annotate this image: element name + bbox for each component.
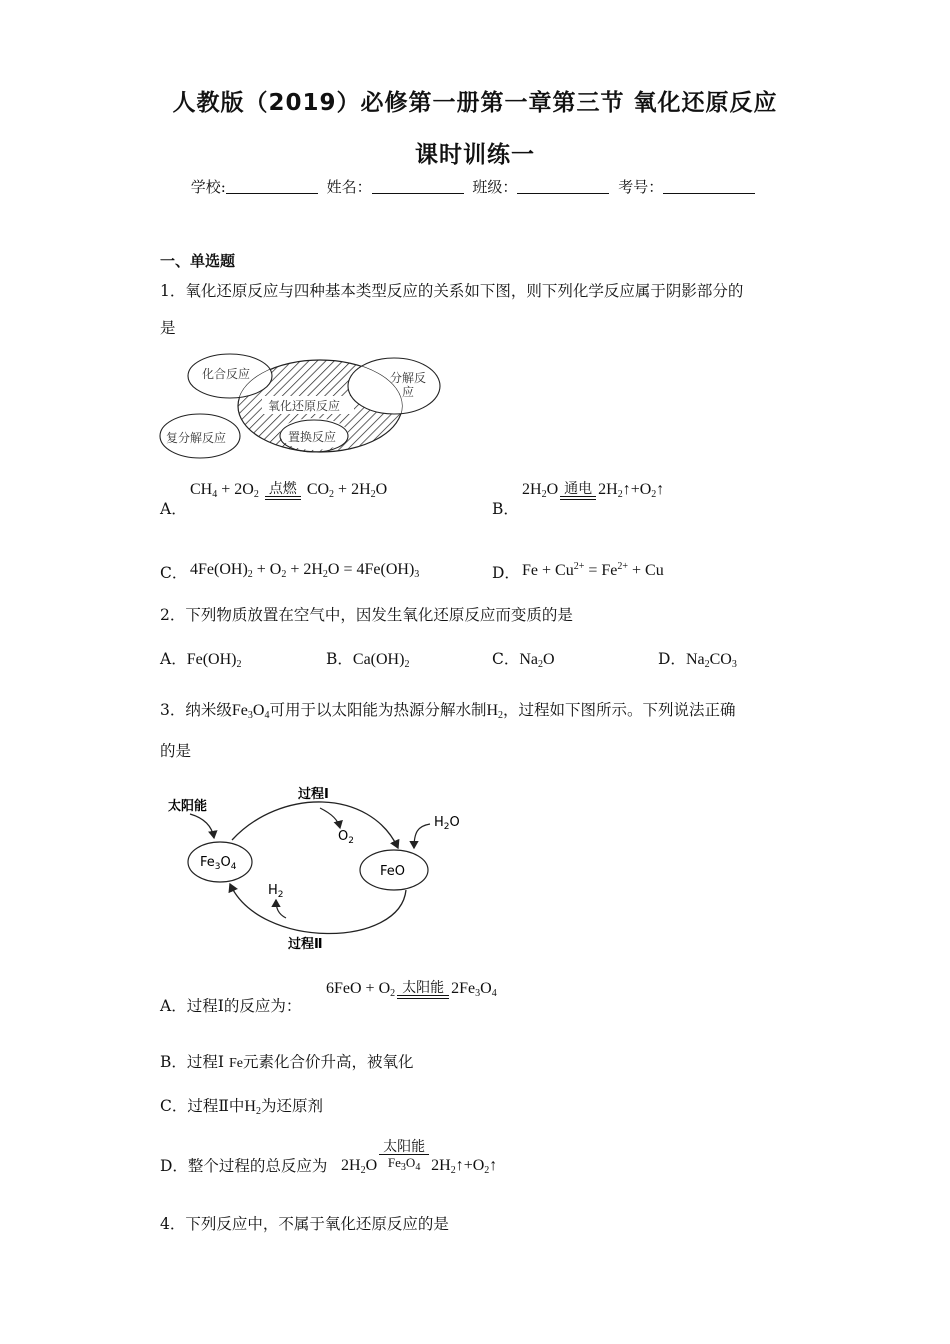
condition-solar: 太阳能 — [383, 1139, 426, 1155]
school-label: 学校: — [190, 178, 226, 196]
option-a-label: A． — [160, 500, 187, 518]
option-b-label: B． — [326, 650, 353, 668]
q3-option-b[interactable] — [160, 1052, 413, 1074]
q2-stem: 2．下列物质放置在空气中，因发生氧化还原反应而变质的是 — [160, 606, 573, 624]
condition-solar: 太阳能 — [402, 980, 445, 996]
q1-option-b-equation: $2H_2O$ 通电 $2H_2↑+O_2↑$ — [522, 481, 665, 500]
option-a-text: A．过程Ⅰ的反应为： — [160, 997, 302, 1015]
q3-stem-part1: 3．纳米级 — [160, 701, 232, 719]
page-title: 人教版（2019）必修第一册第一章第三节 氧化还原反应 — [172, 90, 778, 116]
process1-label: 过程Ⅰ — [298, 787, 329, 802]
q3-option-a[interactable] — [160, 996, 301, 1016]
h2-arrow — [276, 900, 286, 918]
q3-cycle-diagram — [160, 778, 480, 954]
q3-option-d-equation: $2H_2O$ 太阳能 $Fe_3O_4$ $2H_2↑+O_2↑$ — [341, 1139, 498, 1176]
process1-arrow — [232, 802, 398, 848]
condition-ignite: 点燃 — [268, 481, 297, 497]
q2-option-c[interactable]: C．$Na_2O$ — [492, 650, 555, 670]
process2-label: 过程Ⅱ — [288, 937, 323, 952]
q3-stem-cont: 的是 — [160, 742, 192, 760]
double-decomposition-label: 复分解反应 — [166, 431, 227, 445]
decomposition-label-2: 应 — [402, 385, 415, 399]
option-c-label: C． — [160, 564, 188, 582]
solar-label: 太阳能 — [168, 799, 208, 814]
h2o-arrow — [414, 824, 430, 848]
q1-option-b[interactable] — [492, 499, 519, 519]
q1-option-c[interactable] — [160, 563, 187, 583]
solar-arrow — [190, 814, 214, 838]
q1-stem-cont: 是 — [160, 319, 176, 337]
q1-option-a[interactable] — [160, 499, 187, 519]
displacement-label: 置换反应 — [288, 430, 337, 444]
fe3o4-label: $Fe_3O_4$ — [200, 855, 237, 872]
option-a-label: A． — [160, 650, 187, 668]
section-title: 一、单选题 — [160, 252, 236, 270]
redox-label: 氧化还原反应 — [268, 399, 341, 413]
option-b-label: B． — [492, 500, 519, 518]
option-d-label: D． — [492, 564, 520, 582]
option-c-text-1: C．过程Ⅱ中 — [160, 1097, 245, 1115]
q3-option-c[interactable]: C．过程Ⅱ中$H_2$为还原剂 — [160, 1097, 323, 1117]
option-b-fe: Fe — [228, 1056, 243, 1071]
student-info-line — [0, 176, 950, 197]
option-b-text-2: 元素化合价升高，被氧化 — [242, 1053, 414, 1071]
decomposition-label-1: 分解反 — [390, 371, 427, 385]
school-field — [226, 179, 318, 194]
process2-arrow — [230, 884, 406, 934]
feo-label: FeO — [380, 864, 405, 879]
combination-label: 化合反应 — [202, 367, 251, 381]
q1-option-c-equation: $4Fe(OH)_2 + O_2 + 2H_2O = 4Fe(OH)_3$ — [190, 561, 420, 580]
name-label: 姓名： — [326, 178, 372, 196]
h2-label: $H_2$ — [268, 883, 284, 900]
number-field — [663, 179, 755, 194]
q2-option-a[interactable]: A．$Fe(OH)_2$ — [160, 650, 242, 670]
page-subtitle: 课时训练一 — [415, 142, 535, 168]
name-field — [372, 179, 464, 194]
q3-stem-part3: ，过程如下图所示。下列说法正确 — [503, 701, 736, 719]
q3-stem-part2: 可用于以太阳能为热源分解水制 — [269, 701, 487, 719]
option-b-text-1: B．过程Ⅰ — [160, 1053, 225, 1071]
q3-stem: 3．纳米级$Fe_3O_4$可用于以太阳能为热源分解水制$H_2$，过程如下图所示。下列说法正确 — [160, 701, 736, 721]
option-d-label: D． — [658, 650, 686, 668]
class-field — [517, 179, 609, 194]
q3-option-d[interactable] — [160, 1156, 327, 1176]
option-c-label: C． — [492, 650, 520, 668]
option-d-text: D．整个过程的总反应为 — [160, 1157, 328, 1175]
q2-option-d[interactable]: D．$Na_2CO_3$ — [658, 650, 737, 670]
h2o-label: $H_2O$ — [434, 815, 460, 832]
option-c-text-2: 为还原剂 — [260, 1097, 323, 1115]
q3-option-a-equation: $6FeO + O_2$ 太阳能 $2Fe_3O_4$ — [326, 980, 497, 999]
condition-electrolysis: 通电 — [564, 481, 593, 497]
class-label: 班级： — [472, 178, 518, 196]
q1-option-d[interactable] — [492, 563, 520, 583]
q1-option-a-equation: $CH_4 + 2O_2$ 点燃 $CO_2 + 2H_2O$ — [190, 481, 388, 500]
number-label: 考号： — [618, 178, 664, 196]
o2-label: $O_2$ — [338, 829, 354, 846]
q2-option-b[interactable]: B．$Ca(OH)_2$ — [326, 650, 410, 670]
o2-arrow — [320, 808, 340, 828]
q1-stem: 1．氧化还原反应与四种基本类型反应的关系如下图，则下列化学反应属于阴影部分的 — [160, 282, 744, 300]
q1-option-d-equation: $Fe + Cu^{2+} = Fe^{2+} + Cu$ — [522, 561, 664, 579]
q1-venn-diagram — [158, 350, 448, 462]
q4-stem: 4．下列反应中，不属于氧化还原反应的是 — [160, 1215, 449, 1233]
